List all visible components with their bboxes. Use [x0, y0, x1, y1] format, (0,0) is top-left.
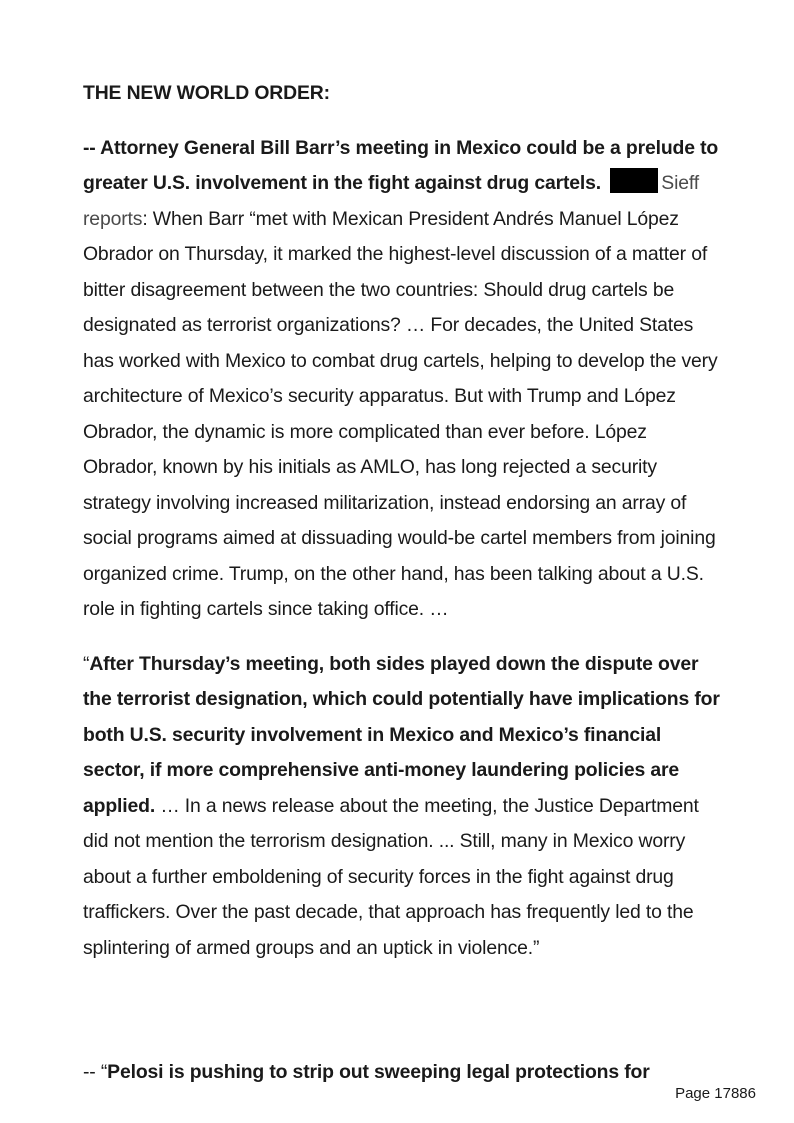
paragraph-text: : When Barr “met with Mexican President Andrés Manuel López Obrador on Thursday, it marked the highest-level discussion of a matter of bitter disagreement between the two countries: Should drug cartels be designated as terrorist organizations? … For decades, the United States has worked with Mexico to combat drug cartels, helping to develop the very architecture of Mexico’s security apparatus. But with Trump and López Obrador, the dynamic is more complicated than ever before. López Obrador, known by his initials as AMLO, has long rejected a security strategy involving increased militarization, instead endorsing an array of social programs aimed at dissuading would-be cartel members from joining organized crime. Trump, on the other hand, has been talking about a U.S. role in fighting cartels since taking office. … [83, 207, 718, 620]
paragraph-text: … In a news release about the meeting, the Justice Department did not mention the terrorism designation. ... Still, many in Mexico worry about a further emboldening of security forces in the fight against drug traffickers. Over the past decade, that approach has frequently led to the splintering of armed groups and an uptick in violence.” [83, 794, 699, 959]
document-body [83, 76, 723, 985]
open-quote: “ [83, 652, 90, 675]
paragraph-lead: Pelosi is pushing to strip out sweeping legal protections for [107, 1061, 650, 1083]
paragraph-lead: After Thursday’s meeting, both sides played down the dispute over the terrorist designation, which could potentially have implications for both U.S. security involvement in Mexico and Mexico’s financial sector, if more comprehensive anti-money laundering policies are applied. [83, 652, 720, 817]
page-number: Page 17886 [675, 1085, 756, 1102]
paragraph-prefix: -- “ [83, 1061, 108, 1083]
paragraph-meeting-quote [83, 647, 723, 967]
paragraph-barr-mexico [83, 131, 723, 628]
paragraph-pelosi-cutoff [83, 1058, 723, 1085]
section-heading: THE NEW WORLD ORDER: [83, 82, 330, 104]
paragraph-lead: -- Attorney General Bill Barr’s meeting in Mexico could be a prelude to greater U.S. involvement in the fight against drug cartels. [83, 136, 719, 194]
redaction-block [610, 168, 658, 193]
source-link[interactable]: Sieff reports [83, 172, 699, 230]
